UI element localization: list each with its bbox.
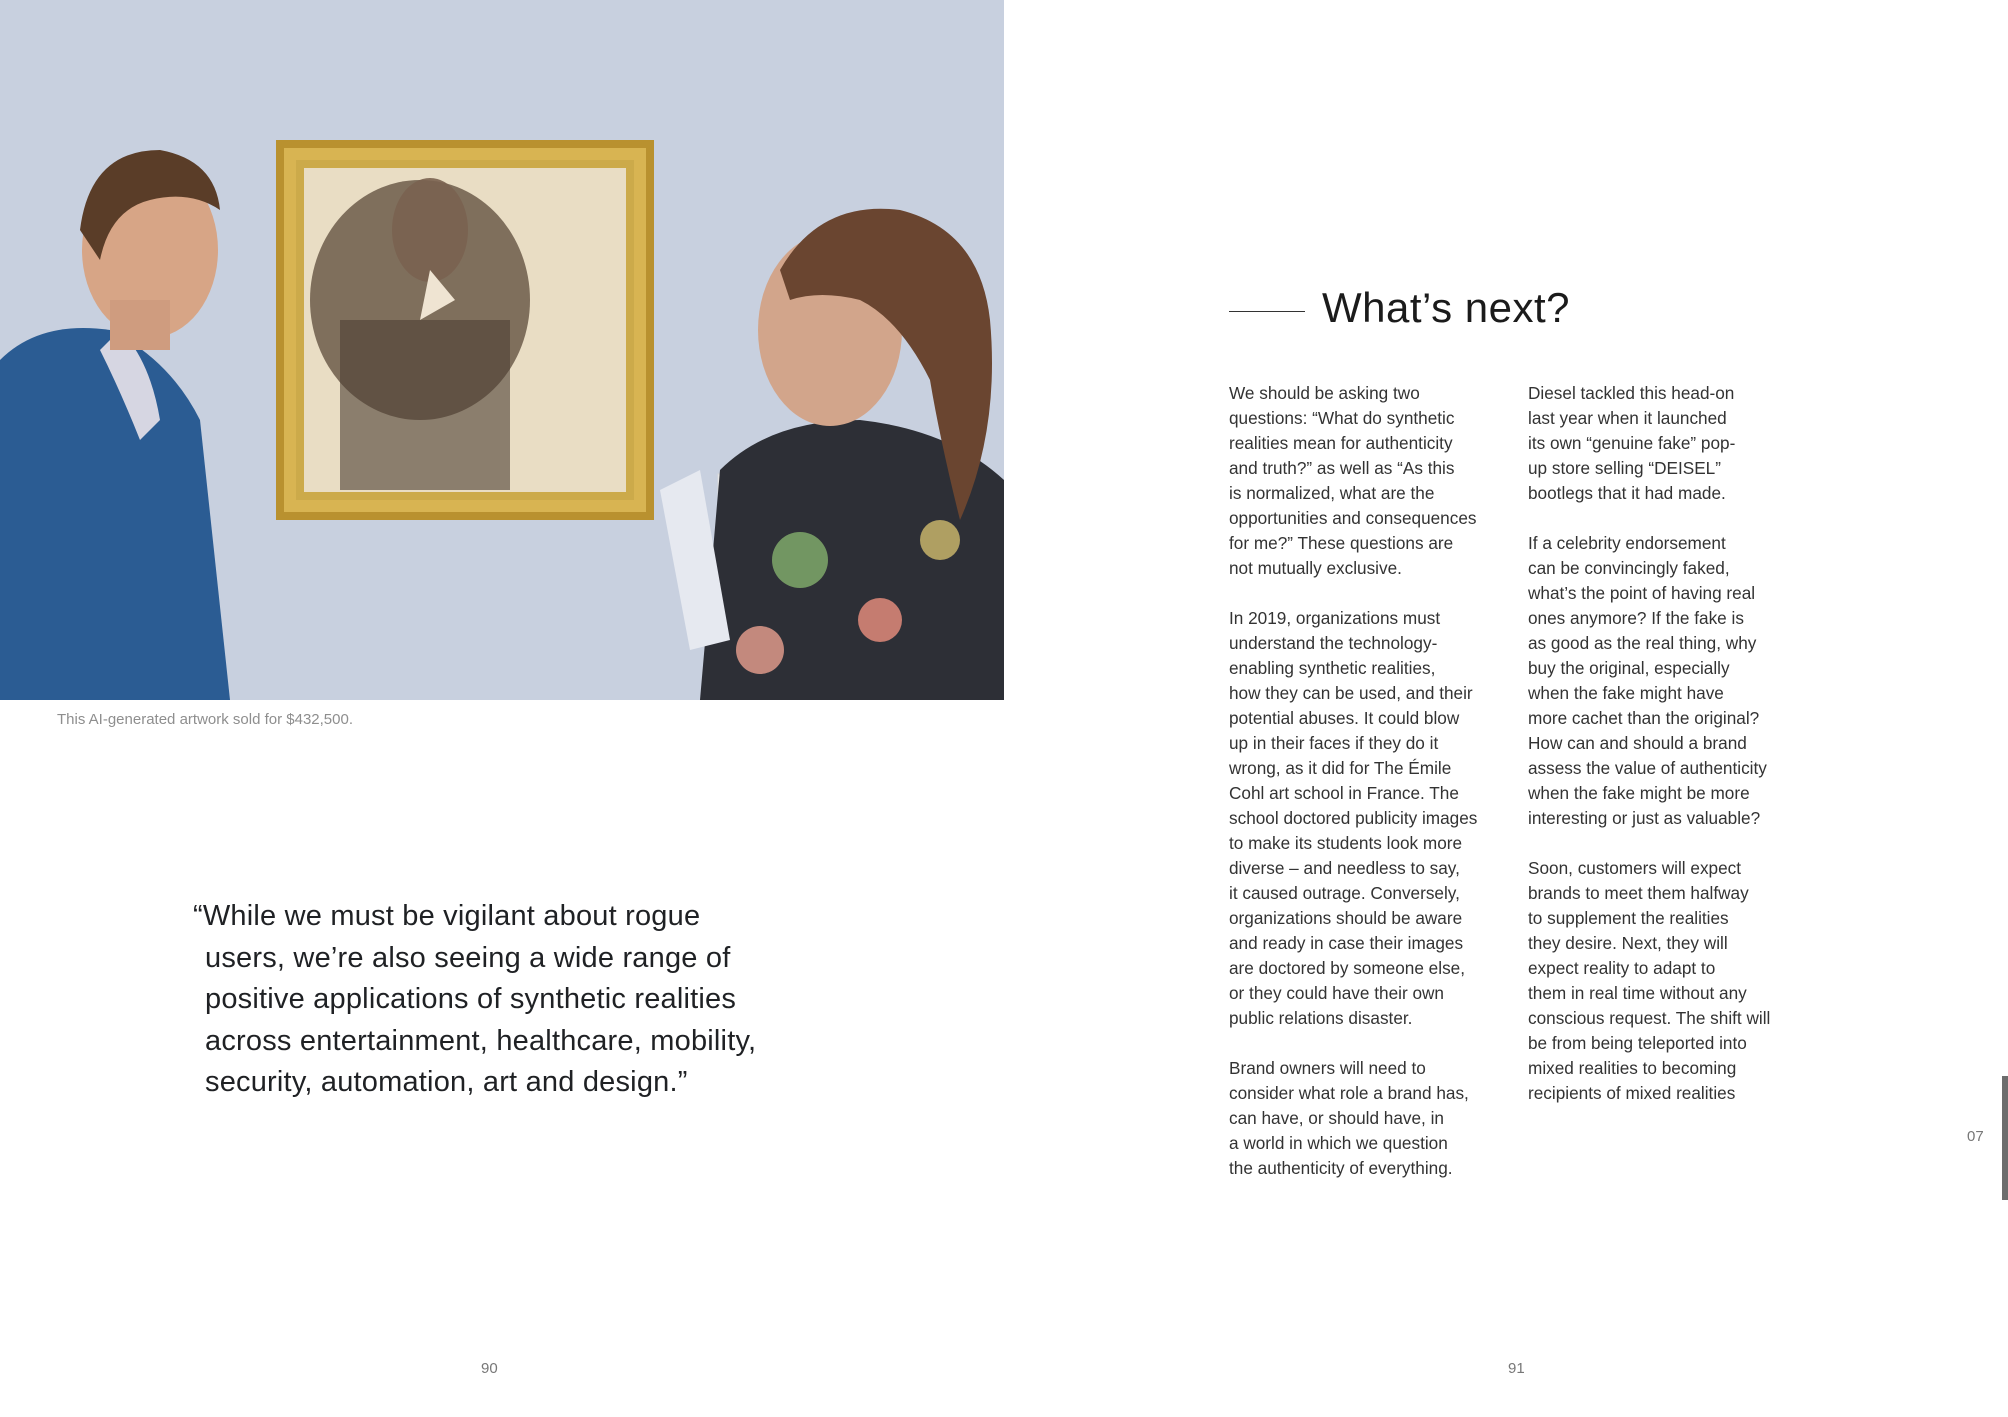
- body-text-line: If a celebrity endorsement: [1528, 533, 1726, 553]
- body-text-line: when the fake might have: [1528, 683, 1724, 703]
- body-text-line: up in their faces if they do it: [1229, 733, 1439, 753]
- chapter-tab-marker: [2002, 1076, 2008, 1200]
- body-text-line: understand the technology-: [1229, 633, 1438, 653]
- body-text-line: organizations should be aware: [1229, 908, 1463, 928]
- body-text-line: up store selling “DEISEL”: [1528, 458, 1721, 478]
- body-text-line: can have, or should have, in: [1229, 1108, 1444, 1128]
- body-text-line: We should be asking two: [1229, 383, 1420, 403]
- body-text-line: realities mean for authenticity: [1229, 433, 1453, 453]
- body-text-line: In 2019, organizations must: [1229, 608, 1441, 628]
- body-text-line: wrong, as it did for The Émile: [1229, 758, 1452, 778]
- paragraph-gap: [1229, 581, 1501, 606]
- body-text-line: last year when it launched: [1528, 408, 1727, 428]
- body-text-line: bootlegs that it had made.: [1528, 483, 1726, 503]
- body-text-line: brands to meet them halfway: [1528, 883, 1749, 903]
- body-text-line: buy the original, especially: [1528, 658, 1730, 678]
- body-text-line: what’s the point of having real: [1528, 583, 1756, 603]
- body-text-line: How can and should a brand: [1528, 733, 1747, 753]
- body-text-line: and truth?” as well as “As this: [1229, 458, 1455, 478]
- gallery-scene-illustration: [0, 0, 1004, 700]
- photo-caption: This AI-generated artwork sold for $432,500.: [57, 711, 354, 728]
- body-text-line: its own “genuine fake” pop-: [1528, 433, 1736, 453]
- paragraph-gap: [1229, 1031, 1501, 1056]
- body-text-line: conscious request. The shift will: [1528, 1008, 1771, 1028]
- body-text-line: potential abuses. It could blow: [1229, 708, 1460, 728]
- page-number-right: 91: [1508, 1360, 1525, 1377]
- body-text-line: diverse – and needless to say,: [1229, 858, 1460, 878]
- paragraph-gap: [1528, 831, 1800, 856]
- body-text-line: Cohl art school in France. The: [1229, 783, 1459, 803]
- body-text-line: them in real time without any: [1528, 983, 1747, 1003]
- body-text-line: recipients of mixed realities: [1528, 1083, 1736, 1103]
- heading-rule: [1229, 311, 1305, 312]
- body-text-line: questions: “What do synthetic: [1229, 408, 1455, 428]
- body-text-line: are doctored by someone else,: [1229, 958, 1465, 978]
- body-column-left: [1229, 381, 1501, 1181]
- framed-portrait: [276, 140, 654, 520]
- chapter-number: 07: [1967, 1128, 1984, 1145]
- quote-line: positive applications of synthetic realities: [205, 983, 737, 1015]
- body-text-line: is normalized, what are the: [1229, 483, 1435, 503]
- body-text-line: assess the value of authenticity: [1528, 758, 1767, 778]
- section-heading: What’s next?: [1322, 284, 1571, 331]
- body-text-line: and ready in case their images: [1229, 933, 1464, 953]
- body-text-line: consider what role a brand has,: [1229, 1083, 1469, 1103]
- body-text-line: how they can be used, and their: [1229, 683, 1473, 703]
- page-number-left: 90: [481, 1360, 498, 1377]
- body-text-line: Diesel tackled this head-on: [1528, 383, 1735, 403]
- body-text-line: Brand owners will need to: [1229, 1058, 1426, 1078]
- body-text-line: the authenticity of everything.: [1229, 1158, 1453, 1178]
- body-text-line: or they could have their own: [1229, 983, 1444, 1003]
- body-text-line: for me?” These questions are: [1229, 533, 1454, 553]
- body-text-line: more cachet than the original?: [1528, 708, 1760, 728]
- quote-line: across entertainment, healthcare, mobility,: [205, 1024, 757, 1057]
- body-text-line: as good as the real thing, why: [1528, 633, 1757, 653]
- gallery-photo: [0, 0, 1004, 700]
- body-text-line: mixed realities to becoming: [1528, 1058, 1737, 1078]
- body-text-line: interesting or just as valuable?: [1528, 808, 1761, 828]
- body-text-line: public relations disaster.: [1229, 1008, 1413, 1028]
- body-text-line: it caused outrage. Conversely,: [1229, 883, 1460, 903]
- pull-quote: [193, 896, 833, 1104]
- body-text-line: enabling synthetic realities,: [1229, 658, 1436, 678]
- body-text-line: not mutually exclusive.: [1229, 558, 1402, 578]
- body-text-line: school doctored publicity images: [1229, 808, 1478, 828]
- body-text-line: to make its students look more: [1229, 833, 1463, 853]
- quote-line: users, we’re also seeing a wide range of: [205, 941, 731, 974]
- body-text-line: Soon, customers will expect: [1528, 858, 1742, 878]
- body-text-line: opportunities and consequences: [1229, 508, 1477, 528]
- body-text-line: when the fake might be more: [1528, 783, 1750, 803]
- body-text-line: can be convincingly faked,: [1528, 558, 1730, 578]
- body-text-line: to supplement the realities: [1528, 908, 1729, 928]
- body-text-line: ones anymore? If the fake is: [1528, 608, 1744, 628]
- body-text-line: they desire. Next, they will: [1528, 933, 1728, 953]
- body-column-right: [1528, 381, 1800, 1106]
- quote-line: “While we must be vigilant about rogue: [193, 900, 701, 932]
- body-text-line: expect reality to adapt to: [1528, 958, 1716, 978]
- quote-line: security, automation, art and design.”: [205, 1066, 688, 1098]
- paragraph-gap: [1528, 506, 1800, 531]
- body-text-line: be from being teleported into: [1528, 1033, 1747, 1053]
- body-text-line: a world in which we question: [1229, 1133, 1448, 1153]
